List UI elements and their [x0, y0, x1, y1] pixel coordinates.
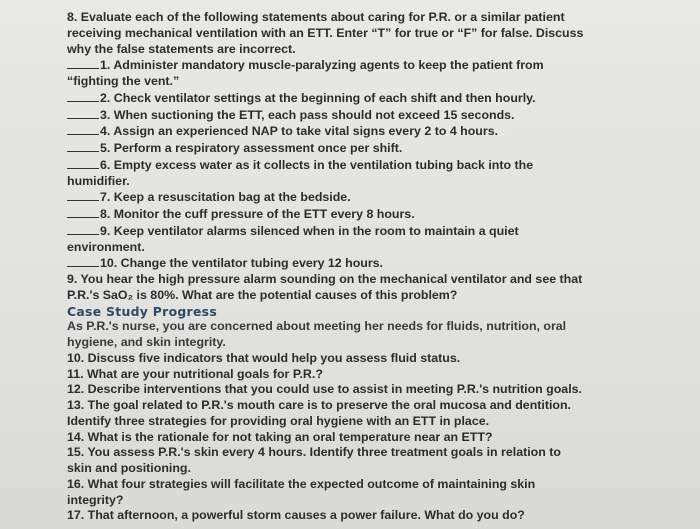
- statement-5: [67, 140, 672, 157]
- case-intro-line-1: As P.R.'s nurse, you are concerned about meeting her needs for fluids, nutrition, oral: [67, 319, 567, 334]
- statement-9-continued: environment.: [67, 239, 145, 254]
- statement-5-text: 5. Perform a respiratory assessment once per shift.: [100, 141, 403, 155]
- answer-blank-7[interactable]: [67, 189, 99, 201]
- question-9-line-2: P.R.'s SaO₂ is 80%. What are the potential causes of this problem?: [67, 287, 458, 302]
- statement-2: [67, 90, 672, 107]
- statement-6-continued: humidifier.: [67, 173, 130, 188]
- answer-blank-5[interactable]: [67, 140, 99, 152]
- question-8-line-1: 8. Evaluate each of the following statements about caring for P.R. or a similar patient: [67, 10, 565, 24]
- answer-blank-6[interactable]: [67, 157, 99, 169]
- question-12: 12. Describe interventions that you could use to assist in meeting P.R.'s nutrition goals.: [67, 382, 582, 397]
- question-14: 14. What is the rationale for not taking an oral temperature near an ETT?: [67, 429, 493, 444]
- answer-blank-1[interactable]: [67, 57, 99, 69]
- statement-8: [67, 206, 672, 223]
- question-17: 17. That afternoon, a powerful storm causes a power failure. What do you do?: [67, 508, 525, 523]
- question-8-line-3: why the false statements are incorrect.: [67, 41, 296, 56]
- question-15-line-2: skin and positioning.: [67, 461, 191, 475]
- statement-1-text: 1. Administer mandatory muscle-paralyzing agents to keep the patient from: [100, 58, 544, 73]
- statement-3: [67, 107, 672, 124]
- statement-9-text: 9. Keep ventilator alarms silenced when in the room to maintain a quiet: [100, 223, 519, 238]
- question-15-line-1: 15. You assess P.R.'s skin every 4 hours. Identify three treatment goals in relation to: [67, 445, 561, 460]
- question-16-line-2: integrity?: [67, 492, 124, 507]
- question-10: 10. Discuss five indicators that would help you assess fluid status.: [67, 350, 461, 365]
- answer-blank-8[interactable]: [67, 206, 99, 218]
- answer-blank-9[interactable]: [67, 223, 99, 235]
- answer-blank-4[interactable]: [67, 123, 99, 135]
- statement-4: [67, 123, 672, 140]
- statement-6: [67, 157, 672, 174]
- statement-4-text: 4. Assign an experienced NAP to take vital signs every 2 to 4 hours.: [100, 124, 499, 139]
- statement-1-continued: “fighting the vent.”: [67, 74, 180, 88]
- statement-8-text: 8. Monitor the cuff pressure of the ETT every 8 hours.: [100, 207, 415, 221]
- statement-2-text: 2. Check ventilator settings at the beginning of each shift and then hourly.: [100, 90, 536, 105]
- case-intro-line-2: hygiene, and skin integrity.: [67, 335, 226, 349]
- statement-7: [67, 189, 672, 206]
- statement-7-text: 7. Keep a resuscitation bag at the bedside.: [100, 190, 351, 205]
- question-9-line-1: 9. You hear the high pressure alarm sounding on the mechanical ventilator and see that: [67, 272, 583, 286]
- answer-blank-10[interactable]: [67, 255, 99, 267]
- answer-blank-3[interactable]: [67, 107, 99, 119]
- statement-6-text: 6. Empty excess water as it collects in the ventilation tubing back into the: [100, 157, 534, 172]
- statement-9: [67, 223, 672, 240]
- question-13-line-2: Identify three strategies for providing oral hygiene with an ETT in place.: [67, 413, 490, 428]
- statement-1: [67, 57, 672, 74]
- statement-10-text: 10. Change the ventilator tubing every 12 hours.: [100, 256, 383, 271]
- question-8-line-2: receiving mechanical ventilation with an ETT. Enter “T” for true or “F” for false. Discuss: [67, 25, 584, 40]
- case-study-heading: Case Study Progress: [67, 303, 218, 319]
- statement-3-text: 3. When suctioning the ETT, each pass should not exceed 15 seconds.: [100, 107, 515, 122]
- statement-10: [67, 255, 672, 272]
- question-16-line-1: 16. What four strategies will facilitate the expected outcome of maintaining skin: [67, 476, 536, 491]
- question-13-line-1: 13. The goal related to P.R.'s mouth care is to preserve the oral mucosa and dentition.: [67, 398, 571, 412]
- answer-blank-2[interactable]: [67, 90, 99, 102]
- question-11: 11. What are your nutritional goals for P.R.?: [67, 366, 323, 381]
